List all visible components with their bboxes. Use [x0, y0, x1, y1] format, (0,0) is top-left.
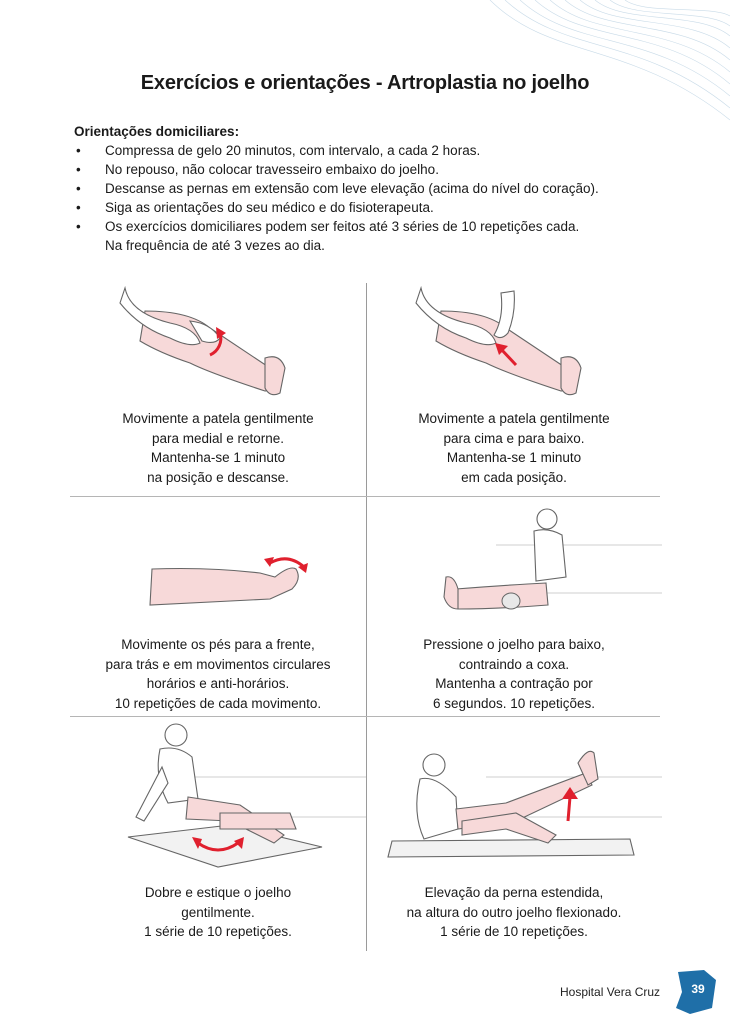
list-item: [74, 198, 674, 217]
caption-line: gentilmente.: [181, 904, 255, 920]
exercise-card-patela-vertical: [366, 283, 662, 487]
exercise-caption: [70, 409, 366, 487]
orientacoes-heading: Orientações domiciliares:: [74, 124, 240, 139]
exercise-card-pes: [70, 497, 366, 713]
list-item: [74, 217, 674, 255]
caption-line: 1 série de 10 repetições.: [144, 924, 292, 939]
list-item-text: No repouso, não colocar travesseiro embaixo do joelho.: [105, 162, 439, 177]
caption-line: Movimente a patela gentilmente: [122, 411, 314, 426]
list-item: [74, 179, 674, 198]
caption-line: para medial e retorne.: [151, 430, 285, 446]
exercise-caption: [366, 409, 662, 487]
exercise-caption: [70, 883, 366, 942]
list-item-continuation: Na frequência de até 3 vezes ao dia.: [105, 238, 325, 253]
caption-line: Mantenha a contração por: [435, 676, 593, 691]
caption-line: na posição e descanse.: [147, 469, 289, 485]
footer-hospital-name: Hospital Vera Cruz: [560, 985, 661, 999]
caption-line: Elevação da perna estendida,: [424, 885, 604, 900]
caption-line: 10 repetições de cada movimento.: [114, 695, 322, 711]
foot-movement-illustration: [70, 497, 366, 625]
list-item-text: Siga as orientações do seu médico e do fisioterapeuta.: [105, 200, 434, 215]
decorative-wave-pattern: [470, 0, 730, 140]
list-item-text: Descanse as pernas em extensão com leve elevação (acima do nível do coração).: [105, 181, 599, 196]
knee-press-illustration: [366, 497, 662, 625]
exercise-card-patela-medial: [70, 283, 366, 487]
arrow-icon: [270, 559, 304, 567]
bullet: •: [76, 143, 81, 158]
bullet: •: [76, 219, 81, 234]
caption-line: Movimente os pés para a frente,: [121, 637, 315, 652]
caption-line: para cima e para baixo.: [443, 430, 585, 446]
caption-line: horários e anti-horários.: [146, 676, 290, 691]
caption-line: Pressione o joelho para baixo,: [423, 637, 605, 652]
caption-line: 6 segundos. 10 repetições.: [432, 695, 596, 711]
bullet: •: [76, 181, 81, 196]
exercise-grid: [70, 283, 660, 951]
exercise-caption: [366, 883, 662, 942]
list-item: [74, 160, 674, 179]
exercise-card-dobrar-joelho: [70, 717, 366, 942]
knee-bend-illustration: [70, 717, 366, 877]
exercise-caption: [366, 635, 662, 713]
page-number: 39: [691, 982, 705, 996]
caption-line: Dobre e estique o joelho: [144, 885, 292, 900]
caption-line: Mantenha-se 1 minuto: [150, 450, 286, 465]
caption-line: em cada posição.: [461, 469, 567, 485]
exercise-card-elevacao-perna: [366, 717, 662, 942]
list-item-text: Compressa de gelo 20 minutos, com intervalo, a cada 2 horas.: [105, 143, 481, 158]
caption-line: para trás e em movimentos circulares: [105, 656, 331, 672]
caption-line: 1 série de 10 repetições.: [440, 924, 588, 939]
caption-line: na altura do outro joelho flexionado.: [406, 904, 622, 920]
patela-vertical-illustration: [366, 283, 662, 403]
arrow-icon: [568, 797, 570, 821]
exercise-caption: [70, 635, 366, 713]
bullet: •: [76, 200, 81, 215]
orientacoes-section: [74, 122, 674, 255]
caption-line: Mantenha-se 1 minuto: [446, 450, 582, 465]
patela-medial-illustration: [70, 283, 366, 403]
leg-raise-illustration: [366, 717, 662, 877]
list-item: [74, 141, 674, 160]
page-title: Exercícios e orientações - Artroplastia no joelho: [140, 72, 590, 94]
orientacoes-list: [74, 141, 674, 255]
bullet: •: [76, 162, 81, 177]
caption-line: contraindo a coxa.: [458, 656, 570, 672]
exercise-card-joelho-baixo: [366, 497, 662, 713]
list-item-text: Os exercícios domiciliares podem ser feitos até 3 séries de 10 repetições cada.: [105, 219, 580, 234]
caption-line: Movimente a patela gentilmente: [418, 411, 610, 426]
